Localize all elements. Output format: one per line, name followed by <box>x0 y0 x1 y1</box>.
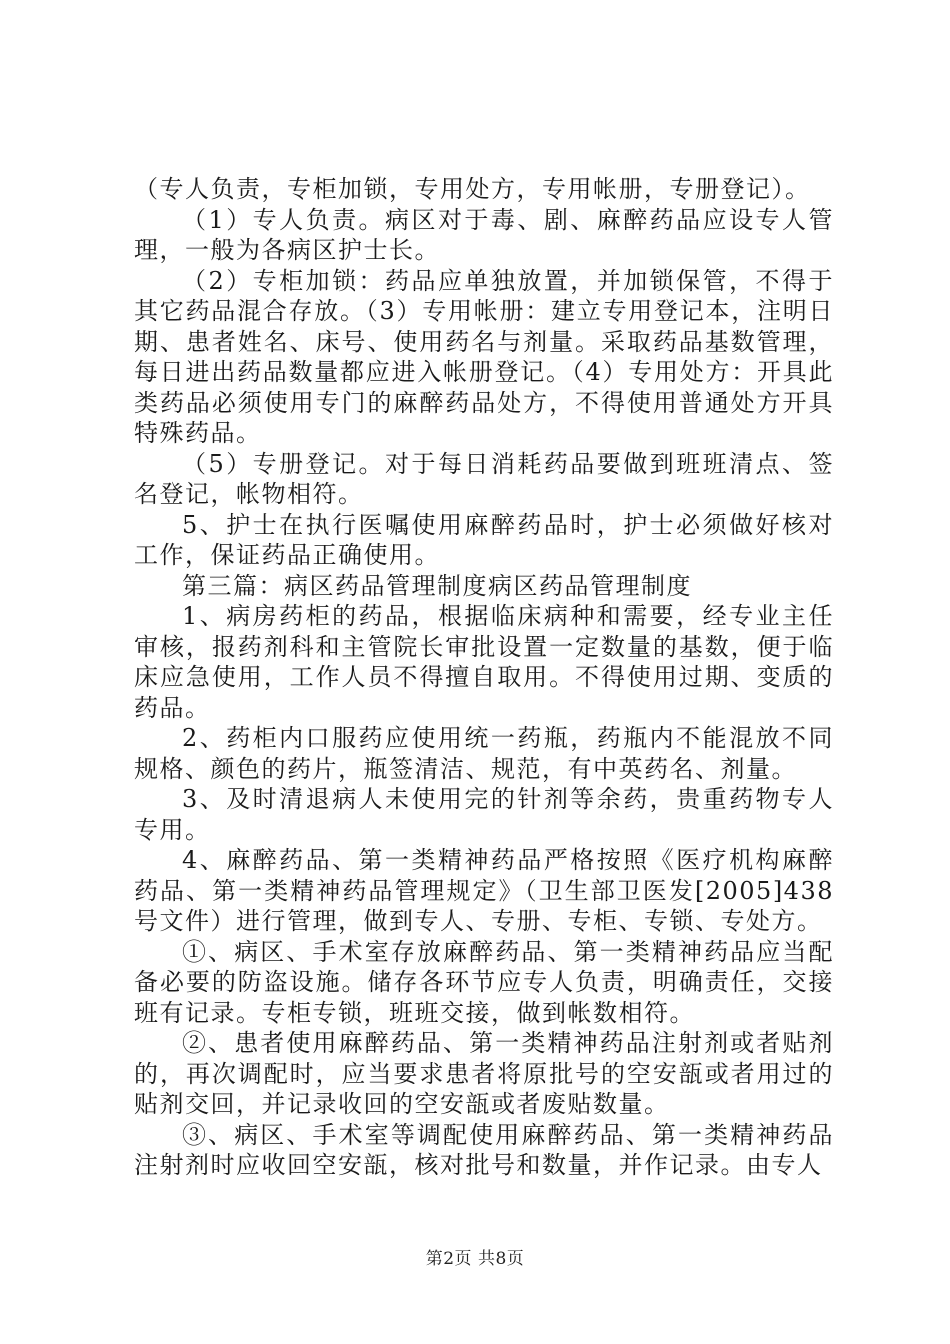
body-text <box>134 174 834 1181</box>
paragraph: （1）专人负责。病区对于毒、剧、麻醉药品应设专人管理，一般为各病区护士长。 <box>134 205 834 264</box>
paragraph: 4、麻醉药品、第一类精神药品严格按照《医疗机构麻醉药品、第一类精神药品管理规定》（卫生部卫医发[2005]438号文件）进行管理，做到专人、专册、专柜、专锁、专处方。 <box>134 846 834 935</box>
paragraph: 5、护士在执行医嘱使用麻醉药品时，护士必须做好核对工作，保证药品正确使用。 <box>134 510 834 569</box>
paragraph: （专人负责，专柜加锁，专用处方，专用帐册，专册登记）。 <box>134 175 811 203</box>
paragraph: （5）专册登记。对于每日消耗药品要做到班班清点、签名登记，帐物相符。 <box>134 449 834 508</box>
section-heading: 第三篇：病区药品管理制度病区药品管理制度 <box>182 571 692 600</box>
page-number-footer: 第2页 共8页 <box>425 1249 525 1269</box>
paragraph: 3、及时清退病人未使用完的针剂等余药，贵重药物专人专用。 <box>134 785 834 844</box>
paragraph: （2）专柜加锁：药品应单独放置，并加锁保管，不得于其它药品混合存放。（3）专用帐册：建立专用登记本，注明日期、患者姓名、床号、使用药名与剂量。采取药品基数管理，每日进出药品数量都应进入帐册登记。（4）专用处方：开具此类药品必须使用专门的麻醉药品处方，不得使用普通处方开具特殊药品。 <box>134 266 834 447</box>
paragraph: ②、患者使用麻醉药品、第一类精神药品注射剂或者贴剂的，再次调配时，应当要求患者将原批号的空安瓿或者用过的贴剂交回，并记录收回的空安瓿或者废贴数量。 <box>134 1029 834 1118</box>
paragraph: 1、病房药柜的药品，根据临床病种和需要，经专业主任审核，报药剂科和主管院长审批设置一定数量的基数，便于临床应急使用，工作人员不得擅自取用。不得使用过期、变质的药品。 <box>134 602 834 722</box>
paragraph: ③、病区、手术室等调配使用麻醉药品、第一类精神药品注射剂时应收回空安瓿，核对批号和数量，并作记录。由专人 <box>134 1120 834 1179</box>
paragraph: 2、药柜内口服药应使用统一药瓶，药瓶内不能混放不同规格、颜色的药片，瓶签清洁、规范，有中英药名、剂量。 <box>134 724 834 783</box>
paragraph: ①、病区、手术室存放麻醉药品、第一类精神药品应当配备必要的防盗设施。储存各环节应专人负责，明确责任，交接班有记录。专柜专锁，班班交接，做到帐数相符。 <box>134 937 834 1027</box>
